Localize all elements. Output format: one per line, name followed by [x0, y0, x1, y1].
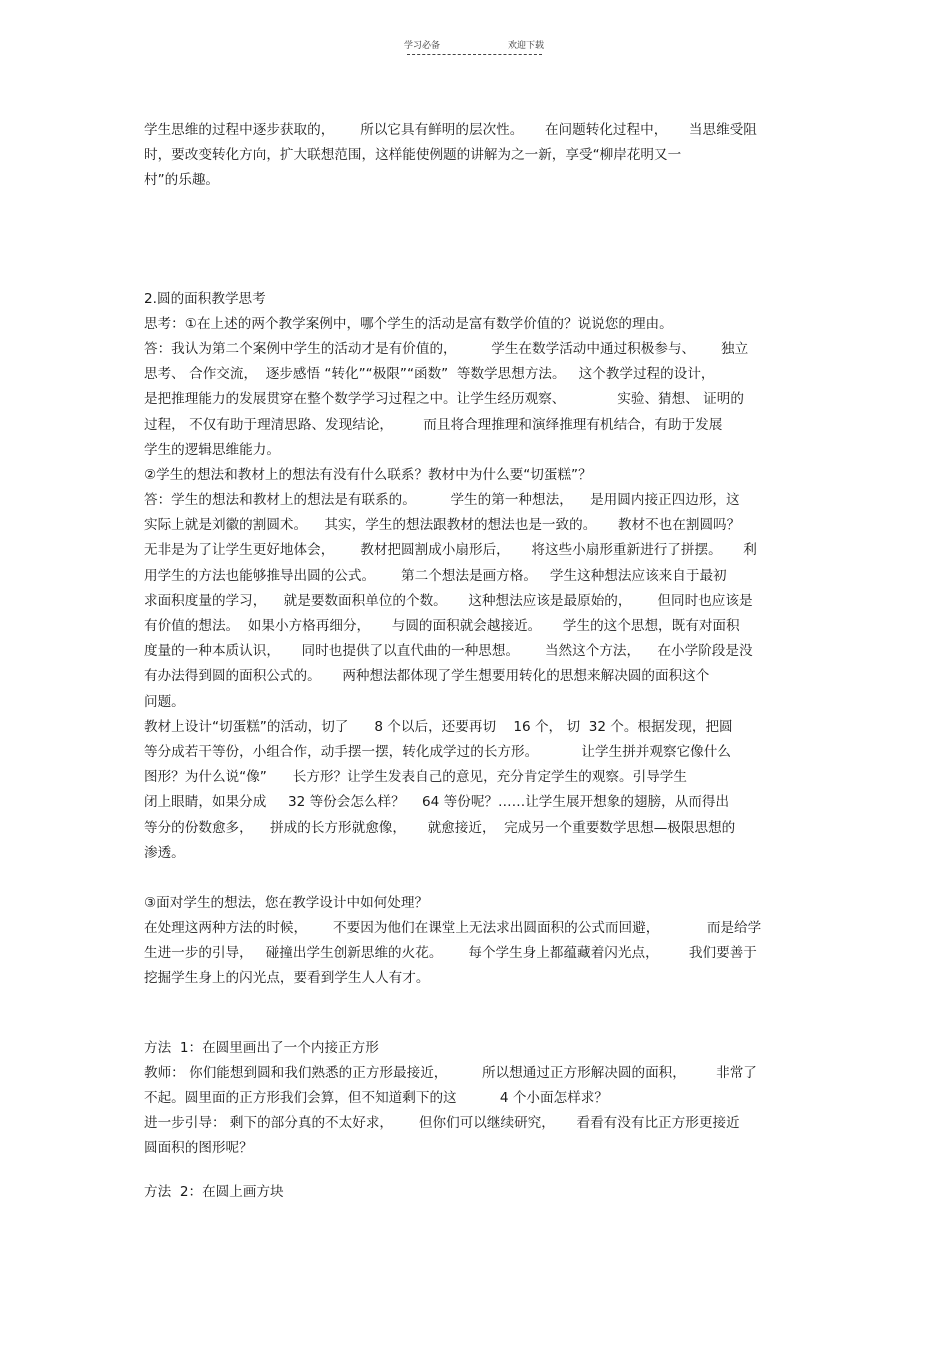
text-line: 用学生的方法也能够推导出圆的公式。 第二个想法是画方格。 学生这种想法应该来自于最初	[144, 567, 727, 584]
section-heading: 2.圆的面积教学思考	[144, 290, 266, 307]
method-heading: 方法 1：在圆里画出了一个内接正方形	[144, 1039, 379, 1056]
text-line: 生进一步的引导， 碰撞出学生创新思维的火花。 每个学生身上都蕴藏着闪光点， 我们要善于	[144, 945, 757, 962]
section-method-2	[144, 1180, 808, 1205]
question-heading: ③面对学生的想法，您在教学设计中如何处理？	[144, 894, 429, 911]
text-line: 度量的一种本质认识， 同时也提供了以直代曲的一种思想。 当然这个方法， 在小学阶段是没	[144, 643, 753, 660]
text-line: 进一步引导： 剩下的部分真的不太好求， 但你们可以继续研究， 看看有没有比正方形更接近	[144, 1115, 740, 1132]
text-line: 求面积度量的学习， 就是要数面积单位的个数。 这种想法应该是最原始的， 但同时也应该是	[144, 592, 753, 609]
intro-paragraph	[144, 118, 808, 194]
text-line: 等分的份数愈多， 拼成的长方形就愈像， 就愈接近， 完成另一个重要数学思想—极限思想的	[144, 819, 736, 836]
text-line: 村”的乐趣。	[144, 172, 220, 189]
text-line: 实际上就是刘徽的割圆术。 其实，学生的想法跟教材的想法也是一致的。 教材不也在割圆吗？	[144, 517, 741, 534]
text-line: 挖掘学生身上的闪光点，要看到学生人人有才。	[144, 970, 430, 987]
text-line: 有价值的想法。 如果小方格再细分， 与圆的面积就会越接近。 学生的这个思想，既有对面积	[144, 618, 740, 634]
text-line: 时，要改变转化方向，扩大联想范围，这样能使例题的讲解为之一新，享受“柳岸花明又一	[144, 147, 682, 164]
text-line: 答：学生的想法和教材上的想法是有联系的。 学生的第一种想法， 是用圆内接正四边形，这	[144, 492, 740, 509]
document-body	[144, 118, 808, 1205]
text-line: 在处理这两种方法的时候， 不要因为他们在课堂上无法求出圆面积的公式而回避， 而是给学	[144, 920, 762, 937]
text-line: 渗透。	[144, 844, 185, 861]
text-line: 圆面积的图形呢？	[144, 1140, 253, 1157]
text-line: 思考、 合作交流， 逐步感悟 “转化”“极限”“函数” 等数学思想方法。 这个教学过程的设计，	[144, 366, 715, 383]
header-right-text: 欢迎下载	[507, 41, 544, 51]
method-heading: 方法 2：在圆上画方块	[144, 1183, 284, 1200]
text-line: 教师： 你们能想到圆和我们熟悉的正方形最接近， 所以想通过正方形解决圆的面积， 非常了	[144, 1064, 757, 1081]
text-line: 有办法得到圆的面积公式的。 两种想法都体现了学生想要用转化的思想来解决圆的面积这个	[144, 668, 710, 685]
section-handling	[144, 891, 808, 992]
text-line: 不起。圆里面的正方形我们会算，但不知道剩下的这 4 个小面怎样求？	[144, 1090, 608, 1106]
text-line: 教材上设计“切蛋糕”的活动，切了 8 个以后，还要再切 16 个， 切 32 个。根据发现，把圆	[144, 718, 733, 735]
text-line: 是把推理能力的发展贯穿在整个数学学习过程之中。让学生经历观察、 实验、猜想、 证明的	[144, 391, 744, 408]
section-method-1	[144, 1036, 808, 1162]
text-line: 闭上眼睛，如果分成 32 等份会怎么样？ 64 等份呢？……让学生展开想象的翅膀，从而得出	[144, 794, 730, 811]
text-line: 学生思维的过程中逐步获取的， 所以它具有鲜明的层次性。 在问题转化过程中， 当思维受阻	[144, 122, 757, 138]
header-left-text: 学习必备	[404, 41, 441, 51]
text-line: 答：我认为第二个案例中学生的活动才是有价值的， 学生在数学活动中通过积极参与、 独立	[144, 340, 749, 357]
text-line: 问题。	[144, 693, 185, 710]
section-circle-area	[144, 287, 808, 866]
text-line: 图形？为什么说“像” 长方形？让学生发表自己的意见，充分肯定学生的观察。引导学生	[144, 769, 687, 786]
text-line: ②学生的想法和教材上的想法有没有什么联系？教材中为什么要“切蛋糕”？	[144, 466, 592, 483]
text-line: 思考：①在上述的两个教学案例中，哪个学生的活动是富有数学价值的？说说您的理由。	[144, 315, 673, 332]
page-header	[404, 38, 544, 51]
text-line: 过程， 不仅有助于理清思路、发现结论， 而且将合理推理和演绎推理有机结合，有助于发展	[144, 416, 723, 433]
text-line: 等分成若干等份，小组合作，动手摆一摆，转化成学过的长方形。 让学生拼并观察它像什么	[144, 743, 731, 760]
text-line: 学生的逻辑思维能力。	[144, 441, 280, 458]
header-divider	[407, 54, 542, 55]
text-line: 无非是为了让学生更好地体会， 教材把圆割成小扇形后， 将这些小扇形重新进行了拼摆。 利	[144, 542, 757, 559]
